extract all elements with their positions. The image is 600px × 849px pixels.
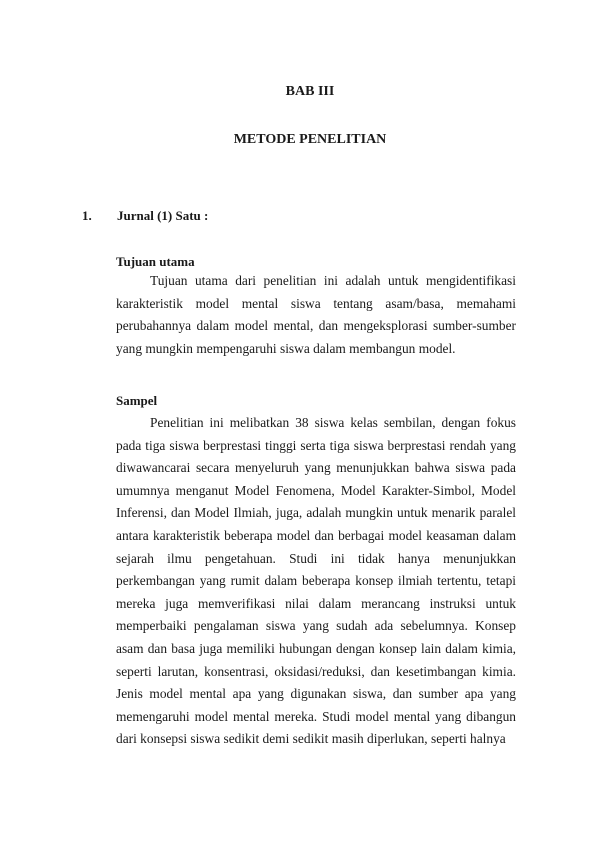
section-title: Jurnal (1) Satu : — [117, 208, 209, 223]
chapter-title: METODE PENELITIAN — [233, 132, 387, 147]
paragraph-tujuan-utama: Tujuan utama dari penelitian ini adalah untuk mengidentifikasi karakteristik model mental siswa tentang asam/basa, memahami perubahannya dalam model mental, dan mengeksplorasi sumber-sumber yang mungkin mempengaruhi siswa dalam membangun model. — [116, 273, 516, 356]
chapter-label: BAB III — [285, 84, 335, 99]
paragraph-sampel: Penelitian ini melibatkan 38 siswa kelas sembilan, dengan fokus pada tiga siswa berprestasi tinggi serta tiga siswa berprestasi rendah yang diwawancarai secara menyeluruh yang menunjukkan bahwa siswa pada umumnya menganut Model Fenomena, Model Karakter-Simbol, Model Inferensi, dan Model Ilmiah, juga, adalah mungkin untuk menarik paralel antara karakteristik beberapa model dan berbagai model keasaman dalam sejarah ilmu pengetahuan. Studi ini tidak hanya menunjukkan perkembangan yang rumit dalam beberapa konsep ilmiah tertentu, tetapi mereka juga memverifikasi nilai dalam merancang instruksi untuk memperbaiki pengalaman siswa yang sudah ada sebelumnya. Konsep asam dan basa juga memiliki hubungan dengan konsep lain dalam kimia, seperti larutan, konsentrasi, oksidasi/reduksi, dan kesetimbangan kimia. Jenis model mental apa yang digunakan siswa, dan sumber apa yang memengaruhi model mental mereka. Studi model mental yang dibangun dari konsepsi siswa sedikit demi sedikit masih diperlukan, seperti halnya — [116, 415, 516, 747]
section-number: 1. — [82, 208, 92, 223]
section-heading — [82, 208, 208, 224]
subheading-tujuan-utama: Tujuan utama — [116, 254, 195, 269]
subheading-sampel: Sampel — [116, 393, 158, 408]
